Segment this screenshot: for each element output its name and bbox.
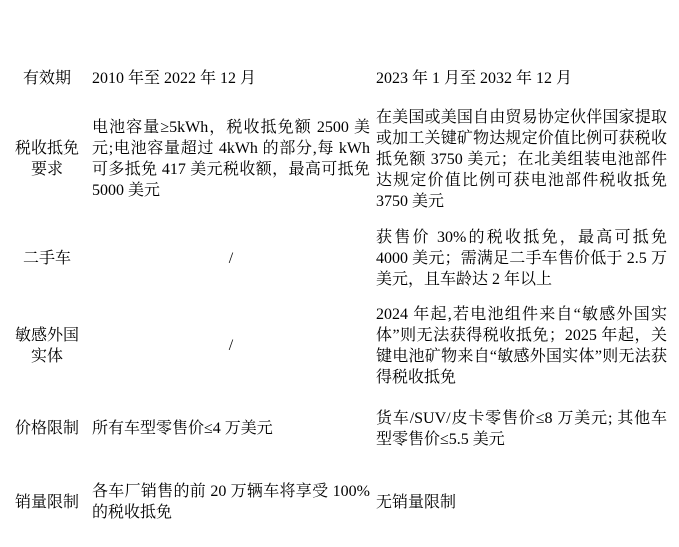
cell-text: 无销量限制 — [376, 493, 457, 511]
cell-2023-2032-validity — [376, 58, 667, 98]
cell-text: 在美国或美国自由贸易协定伙伴国家提取或加工关键矿物达规定价值比例可获税收抵免额 3750 美元；在北美组装电池部件达规定价值比例可获电池部件税收抵免 3750 美元 — [376, 108, 667, 210]
row-label-text: 二手车 — [22, 249, 71, 267]
row-label-text: 销量限制 — [14, 493, 79, 511]
row-used-vehicles — [8, 220, 666, 296]
not-applicable-slash: / — [228, 249, 234, 267]
cell-text: 货车/SUV/皮卡零售价≤8 万美元; 其他车型零售价≤5.5 美元 — [376, 409, 667, 448]
row-label-sales-limit — [8, 462, 86, 542]
row-label-text: 敏感外国实体 — [14, 326, 79, 365]
row-label-validity-period — [8, 58, 86, 98]
row-price-limit — [8, 395, 666, 462]
cell-2010-2022-validity — [92, 58, 370, 98]
cell-2023-2032-sales-limit — [376, 462, 667, 542]
cell-2010-2022-price-limit — [92, 395, 370, 462]
row-label-tax-credit-requirements — [8, 98, 86, 220]
row-label-text: 税收抵免要求 — [14, 140, 79, 178]
cell-text: 2010 年至 2022 年 12 月 — [92, 69, 257, 87]
cell-text: 各车厂销售的前 20 万辆车将享受 100%的税收抵免 — [92, 483, 370, 521]
row-label-text: 有效期 — [22, 69, 71, 87]
cell-2010-2022-tax-credit — [92, 98, 370, 220]
not-applicable-slash: / — [228, 337, 234, 354]
row-sales-limit — [8, 462, 666, 542]
cell-text: 所有车型零售价≤4 万美元 — [92, 420, 273, 437]
row-sensitive-foreign-entities — [8, 296, 666, 395]
cell-2010-2022-used-vehicles — [92, 220, 370, 296]
row-label-text: 价格限制 — [14, 420, 79, 437]
row-label-price-limit — [8, 395, 86, 462]
cell-text: 获售价 30%的税收抵免，最高可抵免 4000 美元；需满足二手车售价低于 2.5 万美元，且车龄达 2 年以上 — [376, 228, 667, 288]
row-tax-credit-requirements — [8, 98, 666, 220]
cell-2023-2032-price-limit — [376, 395, 667, 462]
row-label-sensitive-foreign-entities — [8, 296, 86, 395]
row-validity-period — [8, 58, 666, 98]
cell-text: 电池容量≥5kWh，税收抵免额 2500 美元;电池容量超过 4kWh 的部分,每 kWh 可多抵免 417 美元税收额，最高可抵免 5000 美元 — [92, 119, 370, 199]
cell-2010-2022-sensitive-entities — [92, 296, 370, 395]
cell-text: 2024 年起,若电池组件来自“敏感外国实体”则无法获得税收抵免；2025 年起，关键电池矿物来自“敏感外国实体”则无法获得税收抵免 — [376, 305, 667, 386]
cell-2010-2022-sales-limit — [92, 462, 370, 542]
cell-2023-2032-tax-credit — [376, 98, 667, 220]
cell-2023-2032-sensitive-entities — [376, 296, 667, 395]
row-label-used-vehicles — [8, 220, 86, 296]
cell-text: 2023 年 1 月至 2032 年 12 月 — [376, 69, 573, 87]
cell-2023-2032-used-vehicles — [376, 220, 667, 296]
